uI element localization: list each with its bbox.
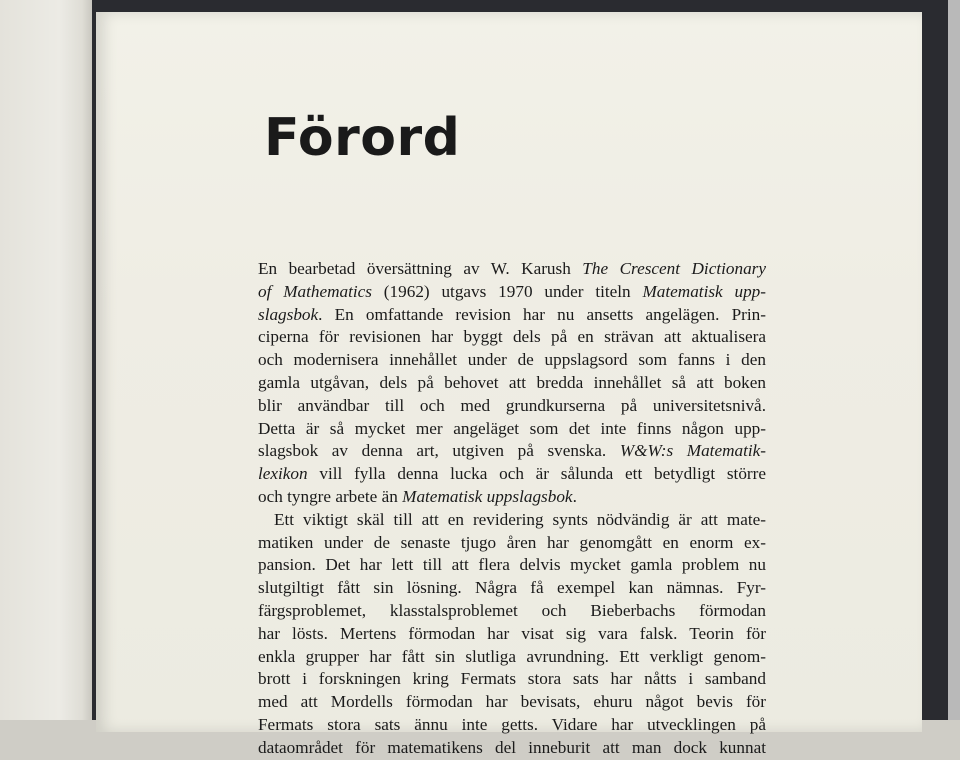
body-text	[258, 258, 766, 760]
text-line	[258, 281, 766, 304]
text-segment: Detta är så mycket mer angeläget som det inte finns någon upp-	[258, 418, 766, 438]
text-segment: . En omfattande revision har nu ansetts angelägen. Prin-	[318, 304, 766, 324]
italic-text: Matematisk uppslagsbok	[402, 486, 573, 506]
book-page	[96, 12, 922, 757]
background-surface	[948, 0, 960, 720]
italic-text: Matematisk upp-	[642, 281, 767, 301]
text-segment: färgsproblemet, klasstalsproblemet och Bieberbachs förmodan	[258, 600, 766, 620]
text-segment: Fermats stora sats ännu inte getts. Vidare har utvecklingen på	[258, 714, 766, 734]
text-segment: enkla grupper har fått sin slutliga avrundning. Ett verkligt genom-	[258, 646, 766, 666]
text-line	[258, 372, 766, 395]
text-segment: matiken under de senaste tjugo åren har genomgått en enorm ex-	[258, 532, 766, 552]
text-segment: och modernisera innehållet under de uppslagsord som fanns i den	[258, 350, 766, 370]
text-segment: Ett viktigt skäl till att en revidering synts nödvändig är att mate-	[274, 509, 766, 529]
text-line	[258, 418, 766, 441]
text-line	[258, 714, 766, 737]
text-segment: .	[572, 486, 577, 506]
text-segment: vill fylla denna lucka och är sålunda ett betydligt större	[307, 464, 766, 484]
text-line	[258, 326, 766, 349]
text-segment: har lösts. Mertens förmodan har visat sig vara falsk. Teorin för	[258, 623, 766, 643]
text-segment: ciperna för revisionen har byggt dels på en strävan att aktualisera	[258, 327, 766, 347]
text-segment: brott i forskningen kring Fermats stora sats har nåtts i samband	[258, 669, 766, 689]
text-segment: och tyngre arbete än	[258, 486, 403, 506]
italic-text: of Mathematics	[258, 281, 372, 301]
text-line	[258, 304, 766, 327]
text-line	[258, 623, 766, 646]
text-segment: pansion. Det har lett till att flera delvis mycket gamla problem nu	[258, 555, 766, 575]
text-segment: gamla utgåvan, dels på behovet att bredda innehållet så att boken	[258, 372, 766, 392]
italic-text: lexikon	[258, 464, 308, 484]
text-line	[258, 463, 766, 486]
text-line	[258, 600, 766, 623]
italic-text: The Crescent Dictionary	[582, 259, 766, 278]
text-line	[258, 577, 766, 600]
text-segment: blir användbar till och med grundkurserna på universitetsnivå.	[258, 395, 766, 415]
text-line	[258, 554, 766, 577]
page-heading: Förord	[264, 108, 461, 168]
text-segment: med att Mordells förmodan har bevisats, ehuru något bevis för	[258, 692, 766, 712]
text-segment: slagsbok av denna art, utgiven på svenska.	[258, 441, 620, 461]
italic-text: W&W:s Matematik-	[619, 441, 766, 461]
text-line	[258, 737, 766, 760]
italic-text: slagsbok	[258, 304, 319, 324]
text-line	[258, 258, 766, 281]
text-line	[258, 486, 766, 509]
text-segment: (1962) utgavs 1970 under titeln	[371, 281, 643, 301]
text-line	[258, 668, 766, 691]
text-line	[258, 646, 766, 669]
text-line	[258, 509, 766, 532]
text-line	[258, 349, 766, 372]
text-segment: slutgiltigt fått sin lösning. Några få exempel kan nämnas. Fyr-	[258, 578, 766, 598]
text-line	[258, 440, 766, 463]
text-line	[258, 395, 766, 418]
text-line	[258, 691, 766, 714]
text-segment: En bearbetad översättning av W. Karush	[258, 259, 583, 278]
text-segment: dataområdet för matematikens del inneburit att man dock kunnat	[258, 737, 766, 757]
text-line	[258, 532, 766, 555]
